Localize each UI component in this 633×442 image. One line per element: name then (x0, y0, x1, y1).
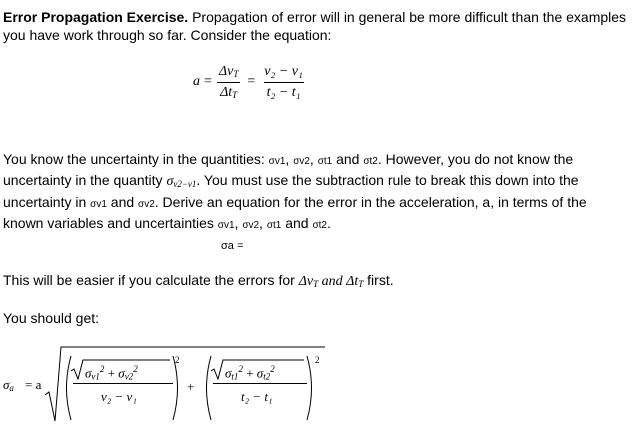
eq1-num1: Δv (218, 63, 234, 79)
eq2-num-right: $\sigma_{t1}^2 + \sigma_{t2}^2$ (225, 364, 275, 382)
sigma-a-equation (3, 343, 333, 425)
intro-text: Propagation of error will in general be more difficult than the examples you have work through so far. Consider the equation: (3, 9, 627, 43)
acceleration-equation (193, 60, 306, 104)
eq1-den1: Δt (220, 84, 233, 100)
sigma-t2: σt2 (363, 156, 378, 167)
sigma-a-blank: σa = (221, 240, 244, 252)
eq1-fraction-delta: $\frac{\Delta v_T}{\Delta t_T}$ (218, 63, 239, 100)
eq1-equals: = (204, 74, 212, 89)
sigma-t1: σt1 (317, 156, 333, 167)
should-get-label: You should get: (3, 310, 100, 326)
fraction-bar-right (213, 383, 307, 384)
fraction-bar-left (73, 383, 173, 384)
sigma-v2-minus-v1: $\sigma_{v2-v1}$ (166, 174, 197, 189)
eq2-den-right: t₂ − t₁ (241, 389, 273, 404)
eq2-plus: + (187, 379, 195, 394)
exp-right: 2 (315, 355, 320, 365)
exp-left: 2 (175, 355, 180, 365)
eq2-lhs: $\sigma_a$ (3, 377, 14, 393)
uncertainty-paragraph: You know the uncertainty in the quantities: σv1, σv2, σt1 and σt2. However, you do not know the uncertainty in the quantity $\sigma_{v2-v1}$. You must use the subtraction rule to break this down into the uncertainty in σv1 and σv2. Derive an equation for the error in the acceleration, a, in terms of the known variables and uncertainties σv1, σv2, σt1 and σt2. (3, 151, 587, 231)
eq1-lhs: a (193, 74, 200, 89)
eq1-fraction-diff (261, 64, 306, 101)
exercise-title: Error Propagation Exercise. (3, 9, 189, 25)
eq2-den-left: v₂ − v₁ (101, 389, 137, 404)
sigma-v2: σv2 (293, 156, 310, 167)
eq1-num2: v₂ − v₁ (264, 63, 303, 79)
sigma-v1: σv1 (268, 156, 286, 167)
eq2-num-left: $\sigma_{v1}^2 + \sigma_{v2}^2$ (85, 364, 138, 382)
eq1-equals-2: = (247, 74, 256, 89)
eq2-equals-a: = a (25, 377, 42, 392)
eq1-den2: t₂ − t₁ (264, 82, 304, 101)
intro-paragraph (3, 8, 628, 44)
hint-paragraph: This will be easier if you calculate the errors for $\Delta v_T$ and $\Delta t_T$ first. (3, 272, 394, 289)
